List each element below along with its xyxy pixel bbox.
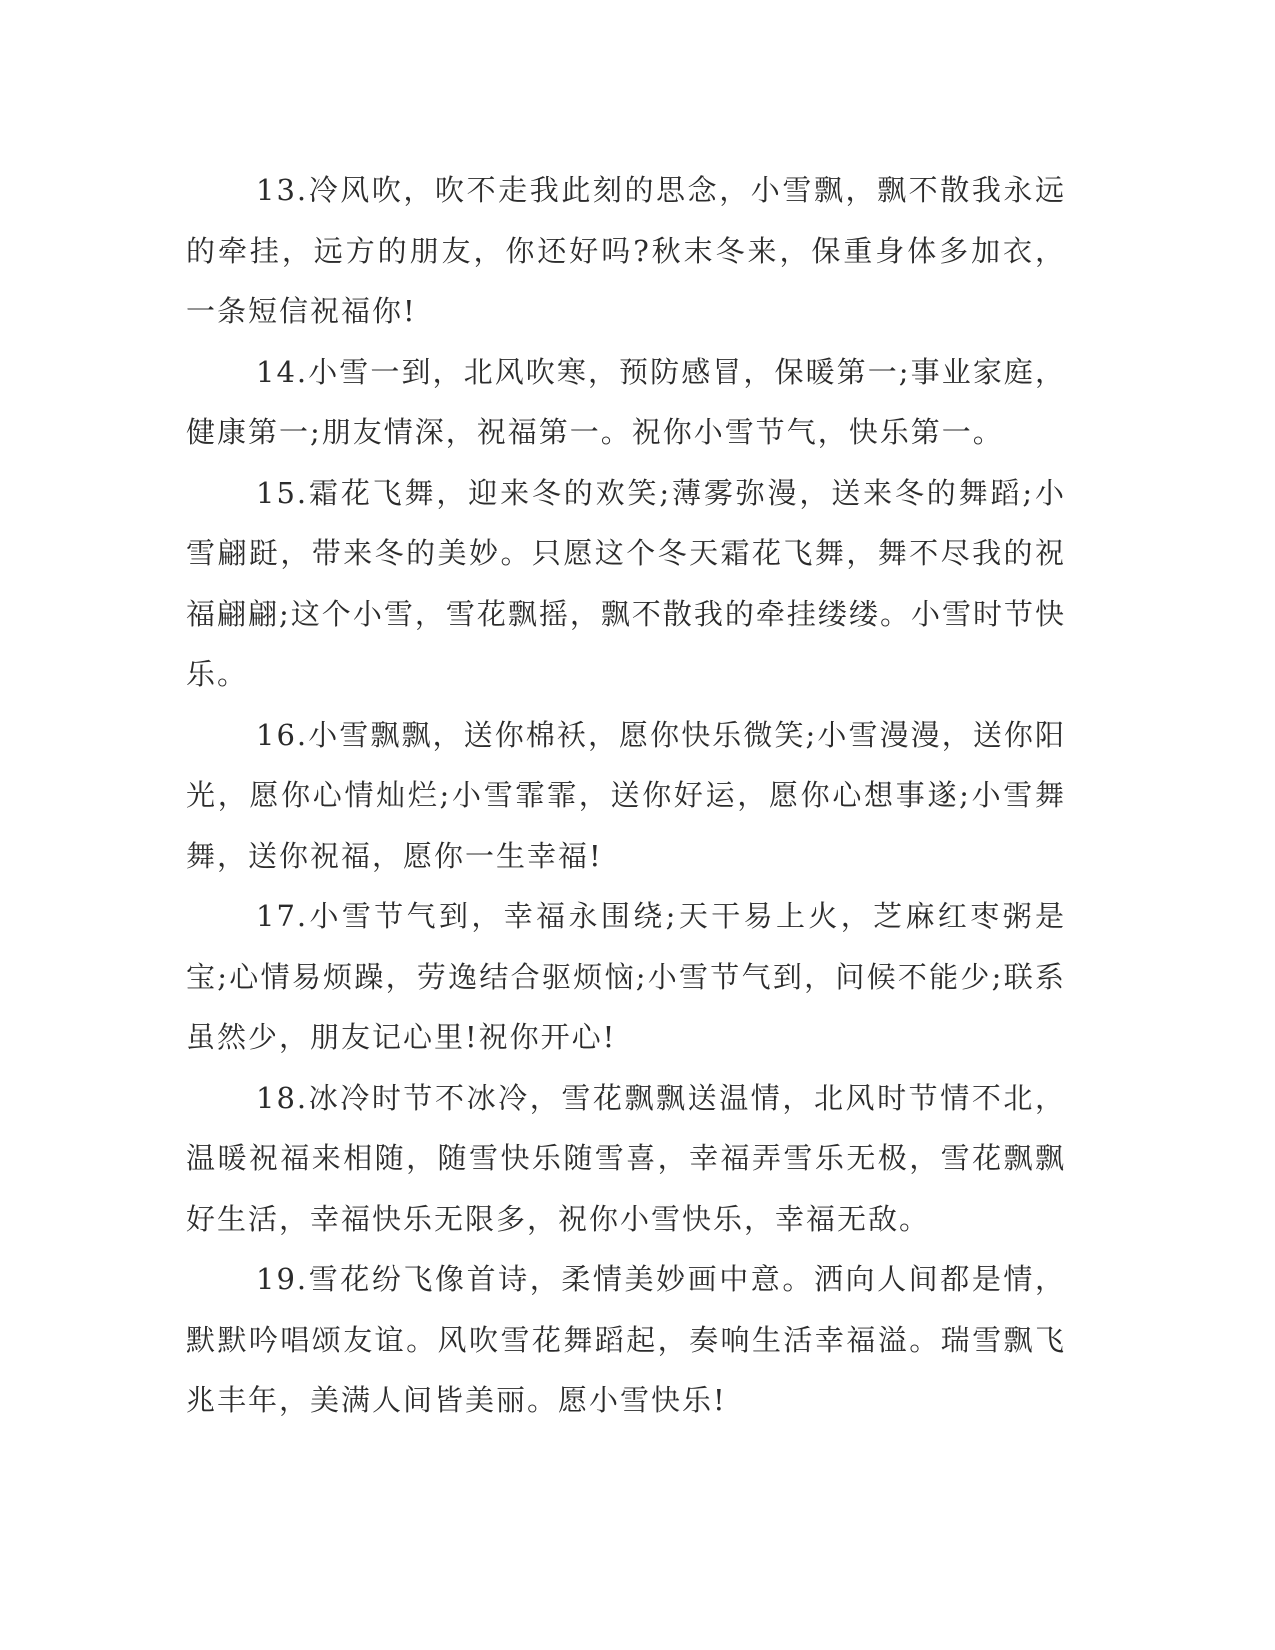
paragraph-18: 18.冰冷时节不冰冷，雪花飘飘送温情，北风时节情不北，温暖祝福来相随，随雪快乐随雪喜，幸福弄雪乐无极，雪花飘飘好生活，幸福快乐无限多，祝你小雪快乐，幸福无敌。 xyxy=(186,1080,1066,1236)
paragraph-17: 17.小雪节气到，幸福永围绕;天干易上火，芝麻红枣粥是宝;心情易烦躁，劳逸结合驱烦恼;小雪节气到，问候不能少;联系虽然少，朋友记心里!祝你开心! xyxy=(186,899,1066,1054)
paragraph-13: 13.冷风吹，吹不走我此刻的思念，小雪飘，飘不散我永远的牵挂，远方的朋友，你还好吗?秋末冬来，保重身体多加衣，一条短信祝福你! xyxy=(186,173,1066,328)
paragraph-19: 19.雪花纷飞像首诗，柔情美妙画中意。洒向人间都是情，默默吟唱颂友谊。风吹雪花舞蹈起，奏响生活幸福溢。瑞雪飘飞兆丰年，美满人间皆美丽。愿小雪快乐! xyxy=(186,1262,1066,1417)
paragraph-15: 15.霜花飞舞，迎来冬的欢笑;薄雾弥漫，送来冬的舞蹈;小雪翩跹，带来冬的美妙。只愿这个冬天霜花飞舞，舞不尽我的祝福翩翩;这个小雪，雪花飘摇，飘不散我的牵挂缕缕。小雪时节快乐。 xyxy=(186,475,1066,691)
document-body xyxy=(186,160,1066,1431)
paragraph-16: 16.小雪飘飘，送你棉袄，愿你快乐微笑;小雪漫漫，送你阳光，愿你心情灿烂;小雪霏霏，送你好运，愿你心想事遂;小雪舞舞，送你祝福，愿你一生幸福! xyxy=(186,717,1066,873)
paragraph-14: 14.小雪一到，北风吹寒，预防感冒，保暖第一;事业家庭，健康第一;朋友情深，祝福第一。祝你小雪节气，快乐第一。 xyxy=(186,354,1066,449)
